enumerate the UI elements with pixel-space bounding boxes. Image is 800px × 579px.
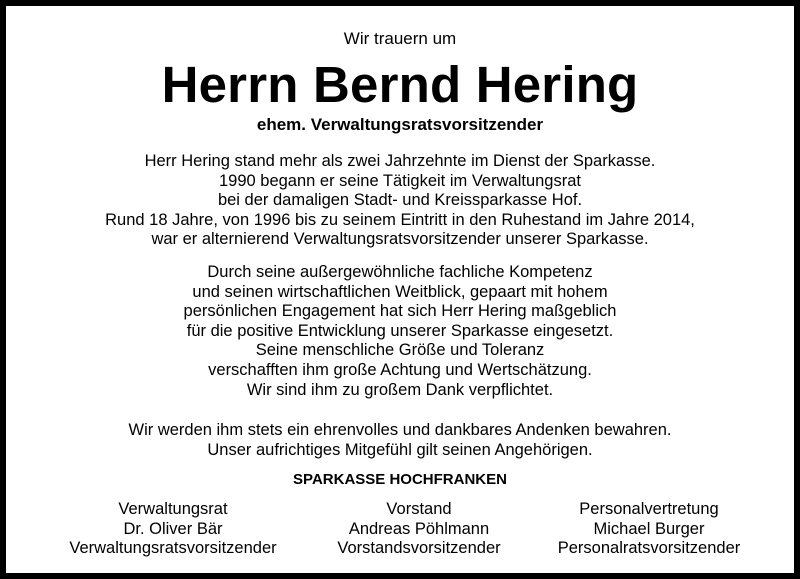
deceased-role: ehem. Verwaltungsratsvorsitzender <box>256 115 544 134</box>
intro-line: Wir trauern um <box>343 29 457 48</box>
text-line: Wir sind ihm zu großem Dank verpflichtet. <box>246 380 554 399</box>
text-line: Rund 18 Jahre, von 1996 bis zu seinem Eintritt in den Ruhestand im Jahre 2014, <box>105 210 695 229</box>
paragraph-tribute <box>6 263 794 400</box>
signer-body: Verwaltungsrat <box>118 500 228 518</box>
text-line: für die positive Entwicklung unserer Sparkasse eingesetzt. <box>186 321 614 340</box>
signer-executive <box>337 500 500 559</box>
signer-person: Dr. Oliver Bär <box>123 519 223 538</box>
text-line: persönlichen Engagement hat sich Herr Hering maßgeblich <box>183 302 617 321</box>
signer-person: Michael Burger <box>593 519 705 538</box>
paragraph-career <box>6 152 794 250</box>
paragraph-condolence <box>6 421 794 460</box>
signer-person: Andreas Pöhlmann <box>348 519 490 538</box>
text-line: war er alternierend Verwaltungsratsvorsitzender unserer Sparkasse. <box>151 230 649 249</box>
signer-body: Vorstand <box>386 500 452 518</box>
text-line: Durch seine außergewöhnliche fachliche Kompetenz <box>207 263 593 281</box>
signers-row <box>6 500 800 564</box>
text-line: Seine menschliche Größe und Toleranz <box>255 341 545 360</box>
text-line: und seinen wirtschaftlichen Weitblick, gepaart mit hohem <box>192 282 608 301</box>
text-line: Herr Hering stand mehr als zwei Jahrzehnte im Dienst der Sparkasse. <box>144 152 656 170</box>
text-line: verschafften ihm große Achtung und Wertschätzung. <box>208 360 592 379</box>
signer-title: Verwaltungsratsvorsitzender <box>69 539 277 558</box>
signer-staff-council <box>558 500 741 559</box>
signer-title: Vorstandsvorsitzender <box>337 539 501 558</box>
text-line: bei der damaligen Stadt- und Kreissparkasse Hof. <box>217 191 583 210</box>
signer-title: Personalratsvorsitzender <box>557 539 741 558</box>
deceased-name: Herrn Bernd Hering <box>161 56 639 113</box>
text-line: Wir werden ihm stets ein ehrenvolles und dankbares Andenken bewahren. <box>128 421 672 439</box>
text-line: 1990 begann er seine Tätigkeit im Verwaltungsrat <box>218 171 581 190</box>
signer-board <box>69 500 276 559</box>
text-line: Unser aufrichtiges Mitgefühl gilt seinen Angehörigen. <box>207 440 593 459</box>
signer-body: Personalvertretung <box>579 500 719 518</box>
organization-name: SPARKASSE HOCHFRANKEN <box>293 471 507 488</box>
